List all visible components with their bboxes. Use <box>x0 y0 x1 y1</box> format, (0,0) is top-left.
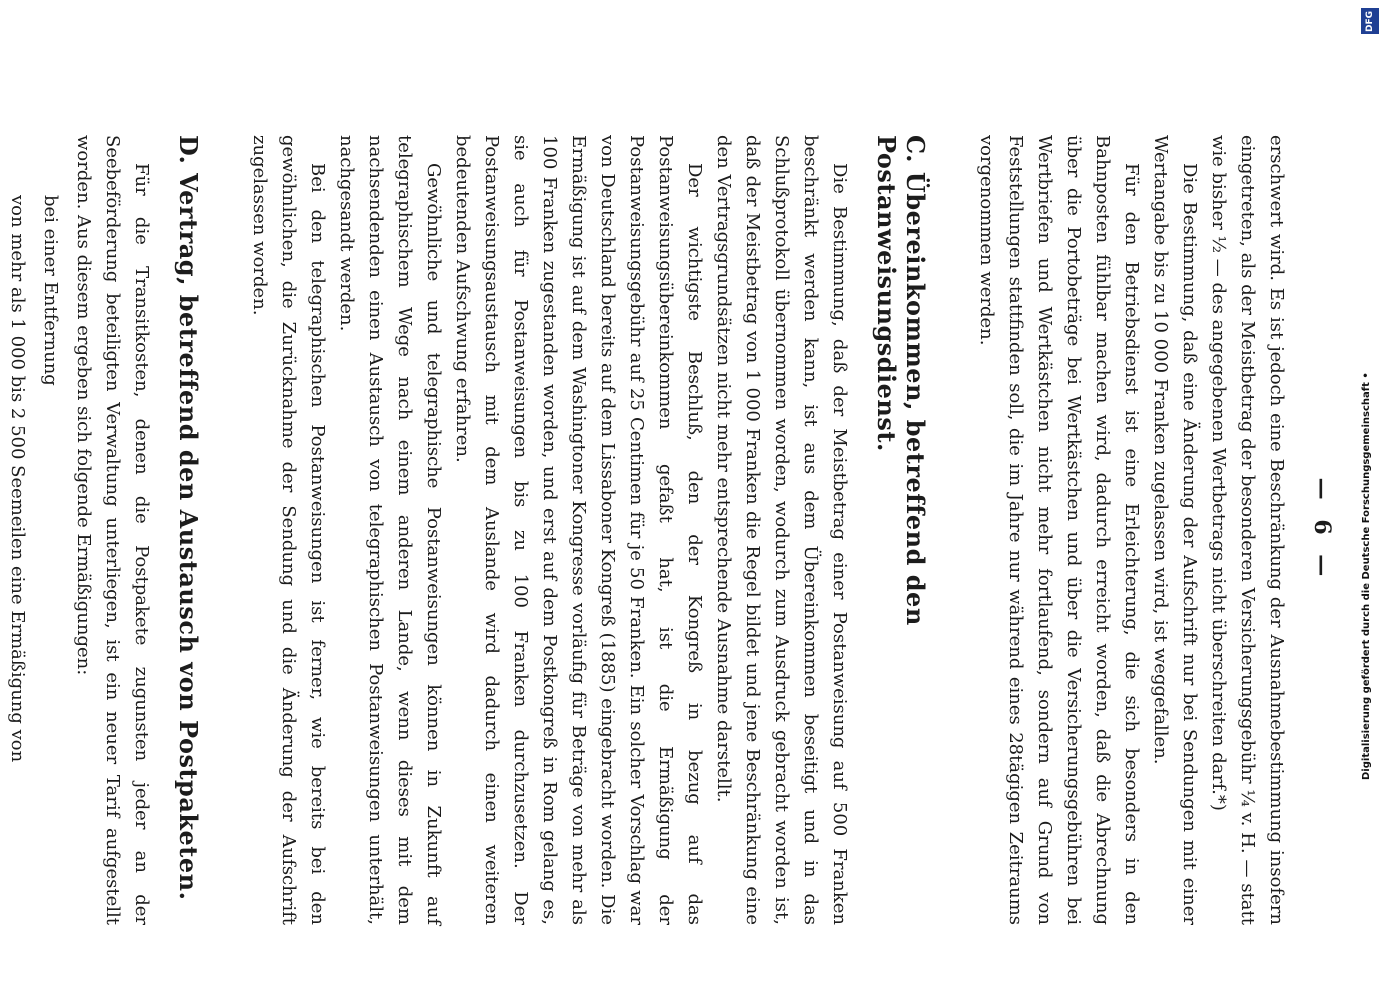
dfg-logo: DFG <box>1361 8 1379 34</box>
section-heading-d: D. Vertrag, betreffend den Austausch von Postpaketen. <box>174 135 203 901</box>
section-heading-c: C. Übereinkommen, betreffend den Postanweisungsdienst. <box>872 135 930 626</box>
distance-line: von mehr als 1 000 bis 2 500 Seemeilen eine Ermäßigung von <box>7 195 28 763</box>
paragraph: Der wichtigste Beschluß, den der Kongreß in bezug auf das Postanweisungsübereinkommen gefaßt hat, ist die Ermäßigung der Postanweisungsgebühr auf 25 Centimen für je 50 Franken. Ein solcher Vorschlag war von Deutschland bereits auf dem Lissaboner Kongreß (1885) eingebracht worden. Die Ermäßigung ist auf dem Washingtoner Kongresse vorläufig für Beträge von mehr als 100 Franken zugestanden worden, und erst auf dem Postkongreß in Rom gelang es, sie auch für Postanweisungen bis zu 100 Franken durchzusetzen. Der Postanweisungsaustausch mit dem Auslande wird dadurch einen weiteren bedeutenden Aufschwung erfahren. <box>452 135 705 925</box>
paragraph: Die Bestimmung, daß eine Änderung der Aufschrift nur bei Sendungen mit einer Wertangabe bis zu 10 000 Franken zugelassen wird, ist weggefallen. <box>1150 135 1200 925</box>
paragraph: Für den Betriebsdienst ist eine Erleichterung, die sich besonders in den Bahnposten fühlbar machen wird, dadurch erreicht worden, daß die Abrechnung über die Portobeträge bei Wertkästchen und über die Versicherungsgebühren bei Wertbriefen und Wertkästchen nicht mehr fortlaufend, sondern auf Grund von Feststellungen stattfinden soll, die im Jahre nur während eines 28tägigen Zeitraums vorgenommen werden. <box>976 135 1142 925</box>
paragraph: Gewöhnliche und telegraphische Postanweisungen können in Zukunft auf telegraphischem Wege nach einem anderen Lande, wenn dieses mit dem nachsendenden einen Austausch von telegraphischen Postanweisungen unterhält, nachgesandt werden. <box>336 135 444 925</box>
digitization-sidebar <box>1359 0 1383 1000</box>
digitization-note: Digitalisierung gefördert durch die Deutsche Forschungsgemeinschaft • <box>1361 372 1372 780</box>
page-number: — 6 — <box>1309 477 1335 583</box>
paragraph: Die Bestimmung, daß der Meistbetrag einer Postanweisung auf 500 Franken beschränkt werden kann, ist aus dem Übereinkommen beseitigt und in das Schlußprotokoll übernommen worden, wodurch zum Ausdruck gebracht worden ist, daß der Meistbetrag von 1 000 Franken die Regel bildet und jene Beschränkung eine den Vertragsgrundsätzen nicht mehr entsprechende Ausnahme darstellt. <box>713 135 850 925</box>
paragraph: Bei den telegraphischen Postanweisungen ist ferner, wie bereits bei den gewöhnlichen, die Zurücknahme der Sendung und die Änderung der Aufschrift zugelassen worden. <box>249 135 328 925</box>
paragraph: erschwert wird. Es ist jedoch eine Beschränkung der Ausnahmebestimmung insofern eingetreten, als der Meistbetrag der besonderen Versicherungsgebühr ¼ v. H. — statt wie bisher ½ — des angegebenen Wertbetrags nicht überschreiten darf.*) <box>1208 135 1287 925</box>
rotated-document-page <box>7 45 1370 945</box>
distance-intro: bei einer Entfernung <box>40 195 61 386</box>
paragraph: Für die Transitkosten, denen die Postpakete zugunsten jeder an der Seebeförderung beteiligten Verwaltung unterliegen, ist ein neuer Tarif aufgestellt worden. Aus diesem ergeben sich folgende Ermäßigungen: <box>73 135 152 925</box>
